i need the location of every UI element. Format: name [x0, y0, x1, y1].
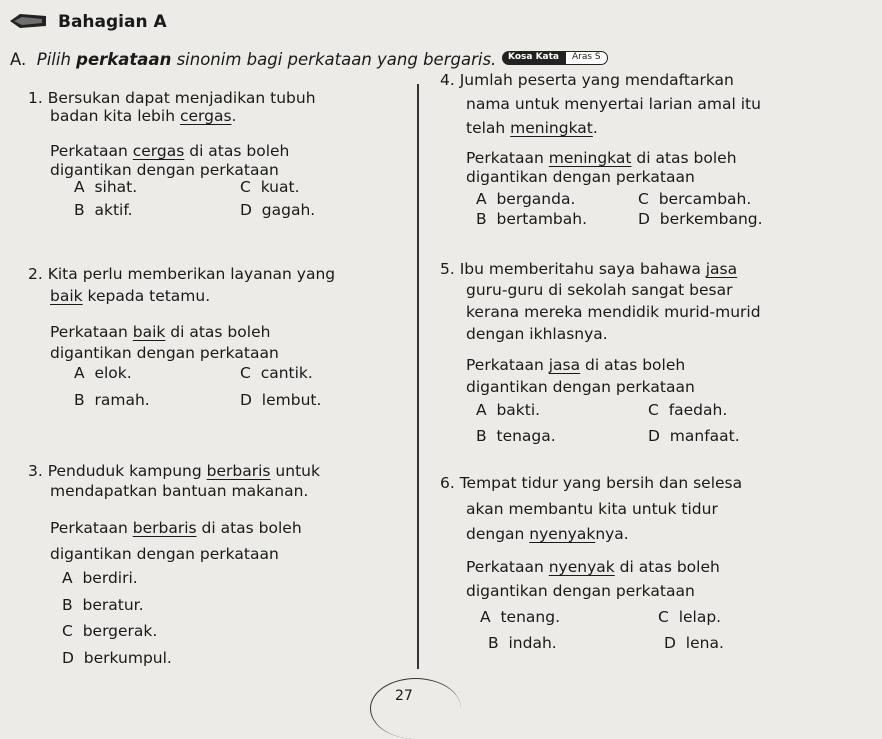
- question-1-option-a[interactable]: A sihat.: [74, 178, 138, 196]
- question-4-option-a[interactable]: A berganda.: [476, 190, 576, 208]
- question-3-prompt-line-2: digantikan dengan perkataan: [50, 545, 279, 563]
- question-4-stem-line-2: nama untuk menyertai larian amal itu: [466, 95, 761, 113]
- question-5-stem-line-2: guru-guru di sekolah sangat besar: [466, 281, 733, 299]
- question-2-prompt-line-2: digantikan dengan perkataan: [50, 344, 279, 362]
- question-6-option-d[interactable]: D lena.: [664, 634, 724, 652]
- question-6-prompt-line-2: digantikan dengan perkataan: [466, 582, 695, 600]
- column-divider: [417, 84, 419, 669]
- question-3-stem-line-2: mendapatkan bantuan makanan.: [50, 482, 309, 500]
- question-5-prompt-line-2: digantikan dengan perkataan: [466, 378, 695, 396]
- question-1-prompt-line-2: digantikan dengan perkataan: [50, 161, 279, 179]
- question-4-option-c[interactable]: C bercambah.: [638, 190, 752, 208]
- section-title: Bahagian A: [58, 12, 167, 32]
- question-2-option-a[interactable]: A elok.: [74, 364, 132, 382]
- question-2-option-d[interactable]: D lembut.: [240, 391, 322, 409]
- question-3-option-d[interactable]: D berkumpul.: [62, 649, 172, 667]
- question-1-stem-line-1: 1. Bersukan dapat menjadikan tubuh: [28, 89, 316, 107]
- question-6-stem-line-1: 6. Tempat tidur yang bersih dan selesa: [440, 474, 743, 492]
- question-3-option-a[interactable]: A berdiri.: [62, 569, 138, 587]
- question-3-option-b[interactable]: B beratur.: [62, 596, 144, 614]
- question-5-option-a[interactable]: A bakti.: [476, 401, 541, 419]
- question-6-option-c[interactable]: C lelap.: [658, 608, 722, 626]
- page-number: 27: [395, 688, 413, 704]
- question-2-stem-line-2: baik kepada tetamu.: [50, 287, 211, 305]
- difficulty-badge: Kosa Kata Aras S: [502, 51, 608, 65]
- question-2-option-c[interactable]: C cantik.: [240, 364, 313, 382]
- question-4-stem-line-3: telah meningkat.: [466, 119, 598, 137]
- question-6-option-b[interactable]: B indah.: [488, 634, 557, 652]
- question-5-option-c[interactable]: C faedah.: [648, 401, 728, 419]
- question-3-prompt-line-1: Perkataan berbaris di atas boleh: [50, 519, 302, 537]
- question-1-option-d[interactable]: D gagah.: [240, 201, 316, 219]
- page-number-arc: [370, 678, 461, 739]
- question-4-stem-line-1: 4. Jumlah peserta yang mendaftarkan: [440, 71, 734, 89]
- question-2-option-b[interactable]: B ramah.: [74, 391, 150, 409]
- question-5-stem-line-1: 5. Ibu memberitahu saya bahawa jasa: [440, 260, 738, 278]
- question-4-option-b[interactable]: B bertambah.: [476, 210, 588, 228]
- question-4-prompt-line-2: digantikan dengan perkataan: [466, 168, 695, 186]
- question-4-option-d[interactable]: D berkembang.: [638, 210, 763, 228]
- question-4-prompt-line-1: Perkataan meningkat di atas boleh: [466, 149, 737, 167]
- question-3-stem-line-1: 3. Penduduk kampung berbaris untuk: [28, 462, 320, 480]
- question-5-stem-line-4: dengan ikhlasnya.: [466, 325, 608, 343]
- question-5-prompt-line-1: Perkataan jasa di atas boleh: [466, 356, 686, 374]
- instruction: A. Pilih perkataan sinonim bagi perkataan yang bergaris.: [10, 50, 497, 69]
- question-1-prompt-line-1: Perkataan cergas di atas boleh: [50, 142, 290, 160]
- question-6-option-a[interactable]: A tenang.: [480, 608, 560, 626]
- question-5-option-b[interactable]: B tenaga.: [476, 427, 556, 445]
- question-1-option-b[interactable]: B aktif.: [74, 201, 133, 219]
- question-6-stem-line-3: dengan nyenyaknya.: [466, 525, 629, 543]
- question-6-stem-line-2: akan membantu kita untuk tidur: [466, 500, 718, 518]
- question-3-option-c[interactable]: C bergerak.: [62, 622, 158, 640]
- question-1-stem-line-2: badan kita lebih cergas.: [50, 107, 237, 125]
- question-1-option-c[interactable]: C kuat.: [240, 178, 300, 196]
- question-2-stem-line-1: 2. Kita perlu memberikan layanan yang: [28, 265, 336, 283]
- question-5-stem-line-3: kerana mereka mendidik murid-murid: [466, 303, 761, 321]
- question-2-prompt-line-1: Perkataan baik di atas boleh: [50, 323, 271, 341]
- section-marker-icon: [10, 14, 46, 28]
- question-5-option-d[interactable]: D manfaat.: [648, 427, 740, 445]
- question-6-prompt-line-1: Perkataan nyenyak di atas boleh: [466, 558, 720, 576]
